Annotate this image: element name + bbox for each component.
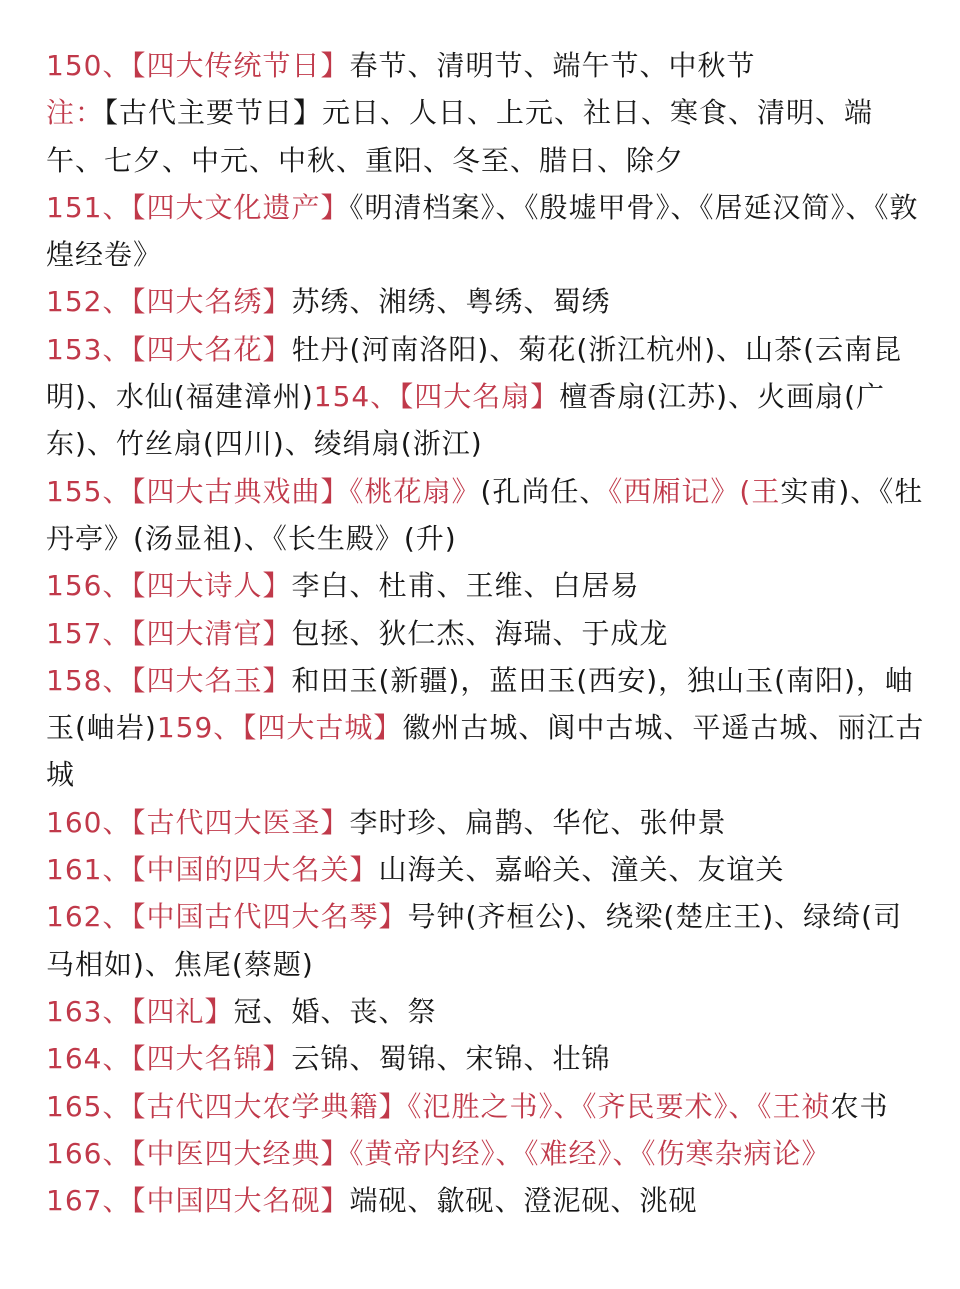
- list-item: [46, 988, 926, 1035]
- item-text: 包拯、狄仁杰、海瑞、于成龙: [291, 616, 669, 650]
- list-item: [46, 657, 926, 799]
- item-category: 【中医四大经典】: [131, 1136, 350, 1170]
- list-item: [46, 468, 926, 563]
- item-text: 牡丹(河南洛阳)、菊花(浙江杭州)、山茶(云南昆明)、水仙(福建漳州): [46, 332, 903, 414]
- list-item: [46, 278, 926, 325]
- item-text: 实甫)、《牡丹亭》(汤显祖)、《长生殿》(升): [46, 474, 924, 555]
- item-category: 【四大文化遗产】: [131, 190, 350, 224]
- knowledge-list: [46, 42, 926, 1224]
- item-category: 【四大名锦】: [131, 1042, 292, 1076]
- list-item: [46, 562, 926, 609]
- item-category: 【四大名花】: [131, 332, 292, 366]
- item-text: 和田玉(新疆)，蓝田玉(西安)，独山玉(南阳)，岫玉(岫岩): [46, 663, 915, 745]
- highlighted-text: 《黄帝内经》、《难经》、《伤寒杂病论》: [349, 1136, 831, 1170]
- item-text: 苏绣、湘绣、粤绣、蜀绣: [291, 285, 611, 319]
- item-text: 山海关、嘉峪关、潼关、友谊关: [378, 853, 785, 887]
- item-number: 153、: [46, 332, 132, 366]
- item-number: 155、: [46, 474, 132, 508]
- list-item: [46, 799, 926, 846]
- item-text: 李时珍、扁鹊、华佗、张仲景: [349, 805, 727, 839]
- list-item: [46, 1035, 926, 1082]
- highlighted-text: 《桃花扇》: [349, 474, 481, 508]
- item-category: 【古代四大农学典籍】: [131, 1089, 408, 1123]
- item-number: 167、: [46, 1184, 132, 1218]
- list-item: [46, 184, 926, 279]
- list-item: [46, 89, 926, 184]
- item-text: 檀香扇(江苏)、火画扇(广东)、竹丝扇(四川)、绫绢扇(浙江): [46, 380, 886, 461]
- item-number: 164、: [46, 1042, 132, 1076]
- item-text: 农书: [830, 1089, 889, 1123]
- highlighted-text: 《西厢记》(王: [608, 474, 781, 508]
- item-number: 161、: [46, 853, 132, 887]
- item-text: 冠、婚、丧、祭: [233, 994, 437, 1028]
- item-category: 【中国的四大名关】: [131, 853, 379, 887]
- item-number: 160、: [46, 805, 132, 839]
- item-category: 【四大诗人】: [131, 569, 292, 603]
- highlighted-text: 《氾胜之书》、《齐民要术》、《王祯: [407, 1089, 831, 1123]
- item-number: 166、: [46, 1136, 132, 1170]
- item-category: 【四礼】: [131, 994, 234, 1028]
- item-number: 151、: [46, 190, 132, 224]
- item-category: 【古代四大医圣】: [131, 805, 350, 839]
- item-number: 165、: [46, 1089, 132, 1123]
- item-category: 【四大古典戏曲】: [131, 474, 350, 508]
- highlighted-text: 【四大古城】: [242, 711, 403, 745]
- list-item: [46, 1083, 926, 1130]
- item-number: 152、: [46, 285, 132, 319]
- list-item: [46, 610, 926, 657]
- list-item: [46, 1177, 926, 1224]
- item-text: 李白、杜甫、王维、白居易: [291, 569, 640, 603]
- item-text: 【古代主要节日】元日、人日、上元、社日、寒食、清明、端午、七夕、中元、中秋、重阳、冬至、腊日、除夕: [46, 96, 874, 177]
- item-number: 163、: [46, 994, 132, 1028]
- item-category: 【四大传统节日】: [131, 49, 350, 82]
- item-number: 150、: [46, 49, 132, 82]
- item-category: 【四大清官】: [131, 616, 292, 650]
- list-item: [46, 1130, 926, 1177]
- highlighted-text: 【四大名扇】: [399, 380, 560, 414]
- item-category: 【中国古代四大名琴】: [131, 900, 408, 934]
- item-text: 端砚、歙砚、澄泥砚、洮砚: [349, 1184, 698, 1218]
- item-text: 云锦、蜀锦、宋锦、壮锦: [291, 1042, 611, 1076]
- item-number: 注：: [46, 96, 105, 130]
- highlighted-text: 154、: [313, 380, 400, 414]
- list-item: [46, 846, 926, 893]
- list-item: [46, 326, 926, 468]
- item-text: 徽州古城、阆中古城、平遥古城、丽江古城: [46, 711, 925, 792]
- highlighted-text: 159、: [156, 711, 243, 745]
- item-number: 162、: [46, 900, 132, 934]
- item-category: 【四大名玉】: [131, 663, 292, 697]
- item-text: 《明清档案》、《殷墟甲骨》、《居延汉简》、《敦煌经卷》: [46, 190, 919, 272]
- item-category: 【中国四大名砚】: [131, 1184, 350, 1218]
- item-text: 号钟(齐桓公)、绕梁(楚庄王)、绿绮(司马相如)、焦尾(蔡题): [46, 900, 903, 981]
- item-text: (孔尚任、: [480, 474, 609, 508]
- list-item: [46, 893, 926, 988]
- item-number: 156、: [46, 569, 132, 603]
- item-category: 【四大名绣】: [131, 285, 292, 319]
- list-item: [46, 42, 926, 89]
- item-text: 春节、清明节、端午节、中秋节: [349, 49, 756, 82]
- item-number: 157、: [46, 616, 132, 650]
- item-number: 158、: [46, 663, 132, 697]
